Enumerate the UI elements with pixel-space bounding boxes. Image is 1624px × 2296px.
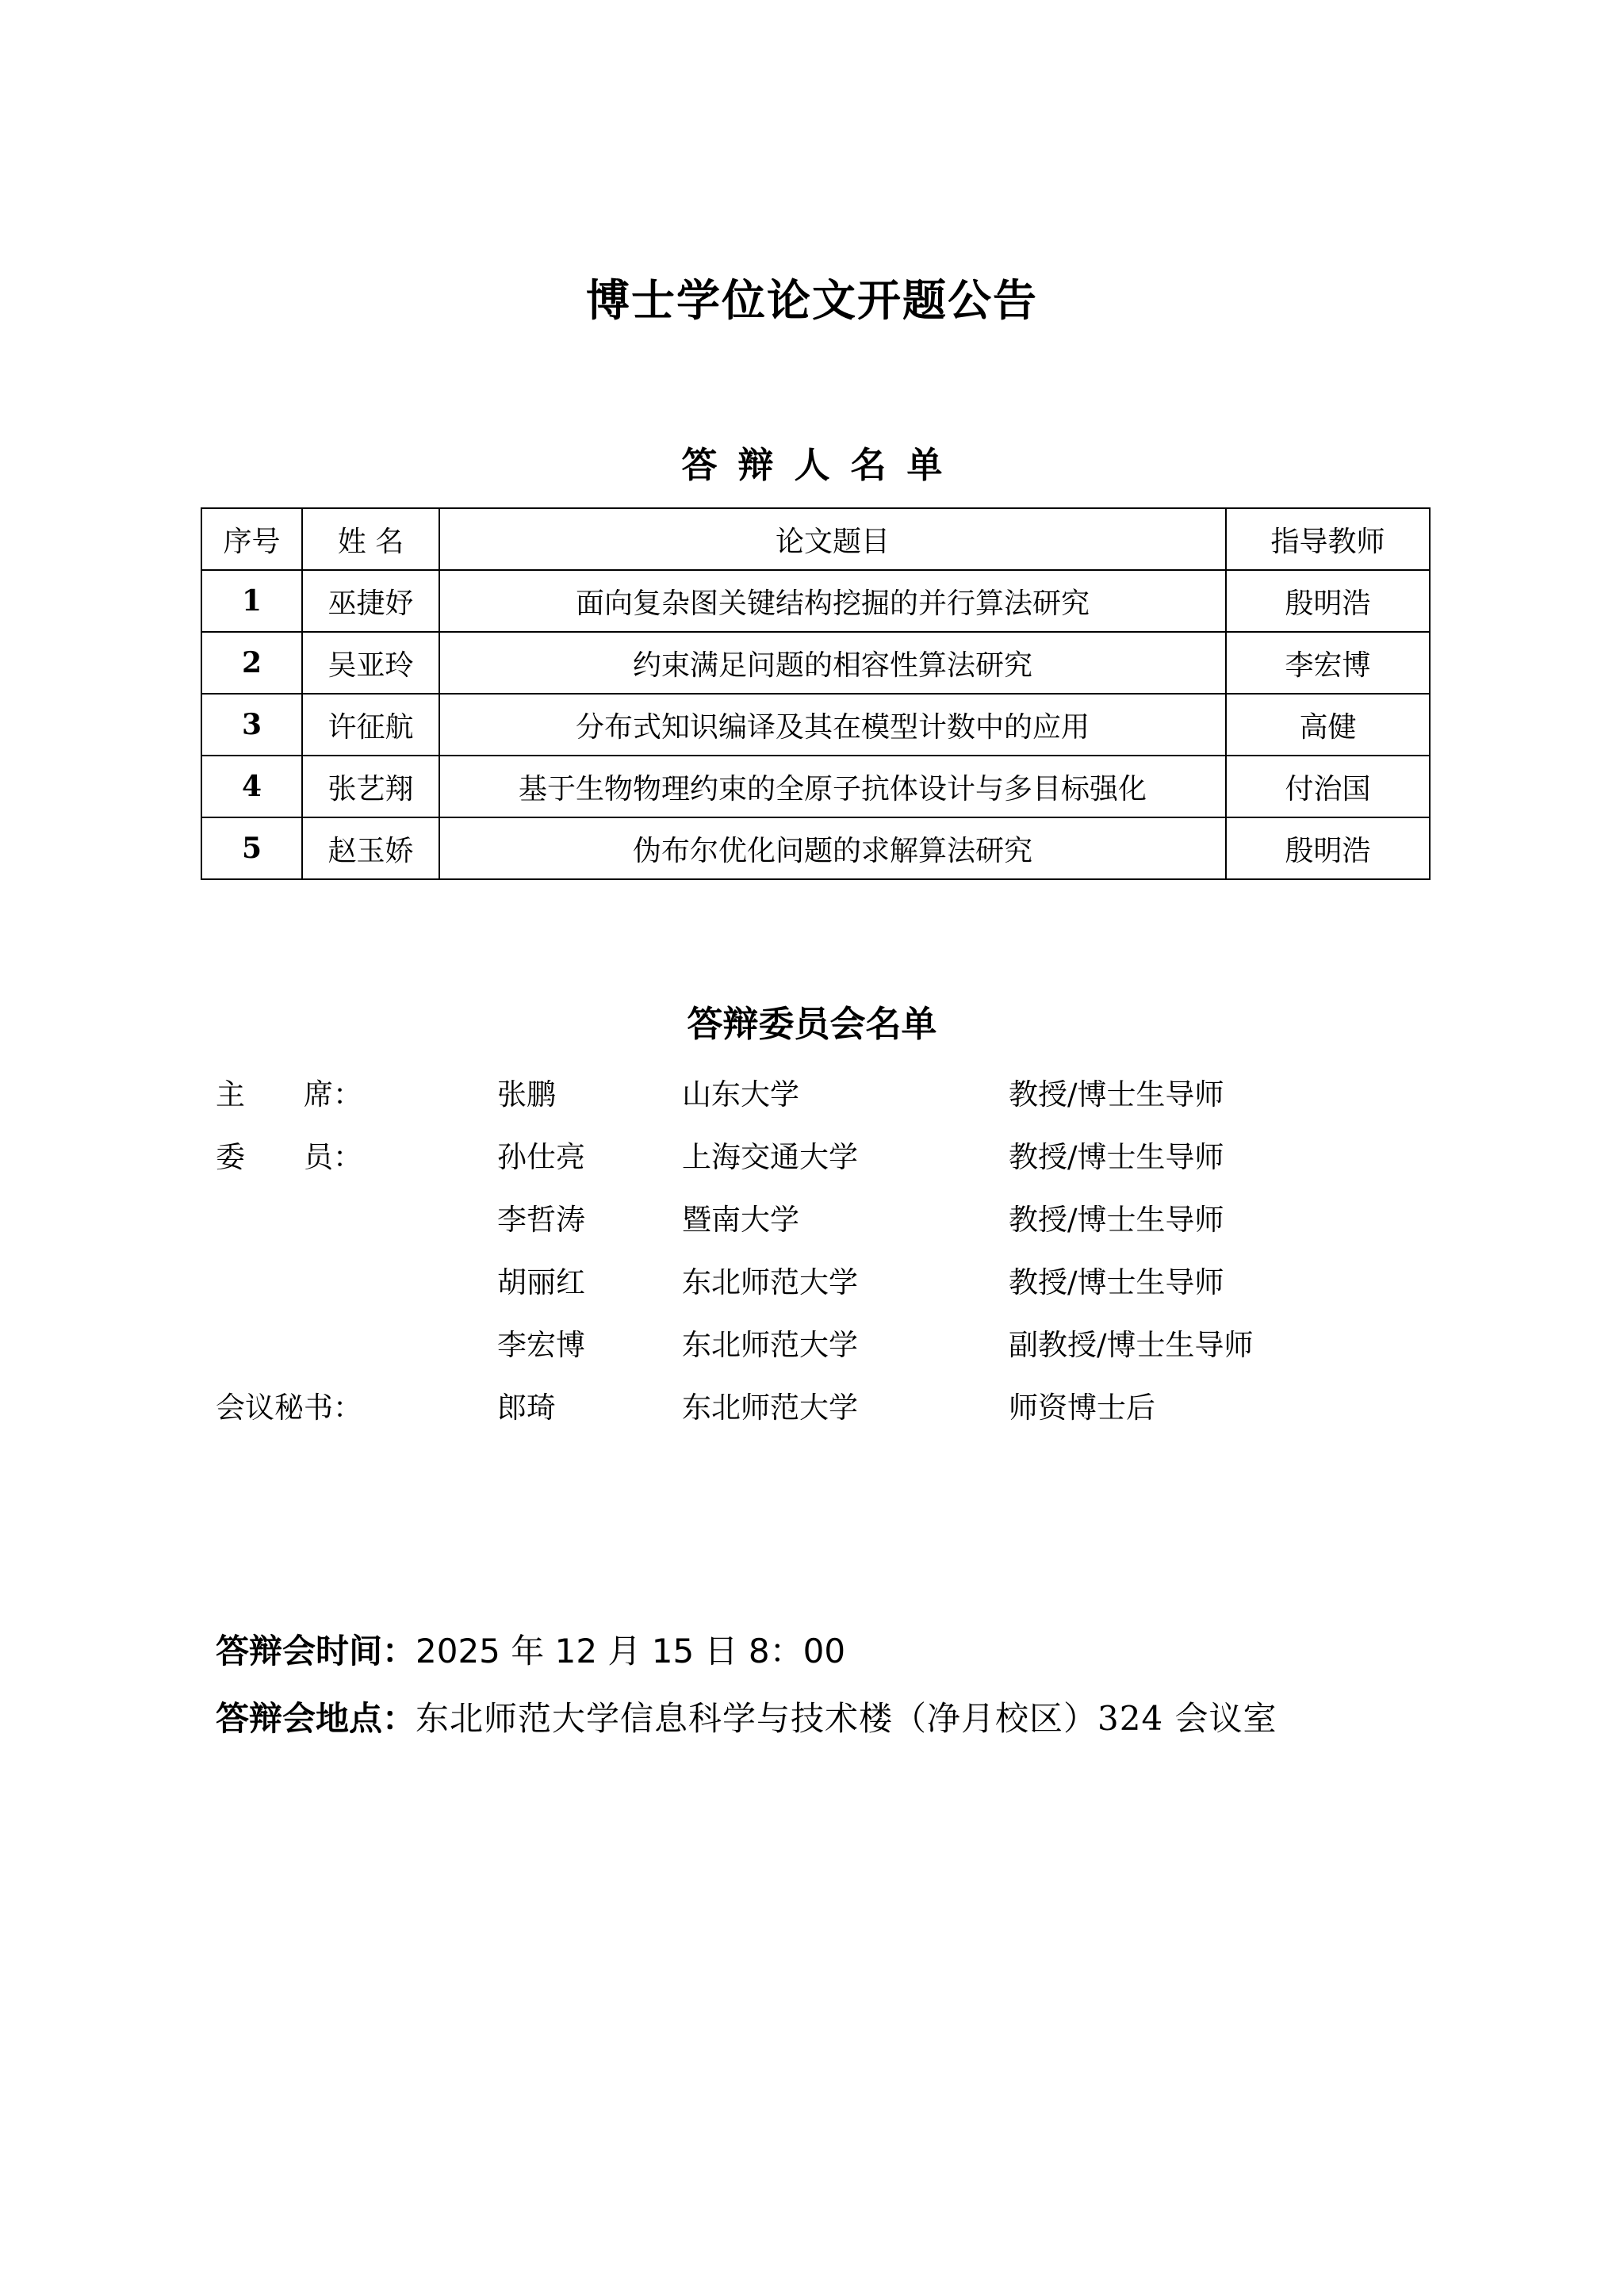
member-position: 教授/博士生导师: [1009, 1265, 1224, 1299]
row-index: 3: [201, 694, 302, 756]
row-index: 1: [201, 570, 302, 632]
row-topic: 分布式知识编译及其在模型计数中的应用: [439, 694, 1226, 756]
row-topic: 面向复杂图关键结构挖掘的并行算法研究: [439, 570, 1226, 632]
row-topic: 约束满足问题的相容性算法研究: [439, 632, 1226, 694]
member-organization: 东北师范大学: [682, 1391, 858, 1425]
meeting-place-label: 答辩会地点：: [216, 1699, 416, 1738]
committee-member: [216, 1133, 1405, 1196]
member-position: 副教授/博士生导师: [1009, 1328, 1254, 1362]
committee-member: [216, 1321, 1405, 1383]
row-topic: 伪布尔优化问题的求解算法研究: [439, 817, 1226, 879]
member-name: 李宏博: [497, 1328, 585, 1362]
row-name: 许征航: [302, 694, 439, 756]
row-advisor: 付治国: [1226, 756, 1430, 817]
member-position: 教授/博士生导师: [1009, 1077, 1224, 1112]
row-advisor: 殷明浩: [1226, 570, 1430, 632]
member-role: 主 席：: [216, 1077, 362, 1112]
defendants-table: [201, 507, 1431, 880]
committee-list: [216, 1070, 1405, 1446]
table-row: [201, 817, 1430, 879]
member-position: 教授/博士生导师: [1009, 1140, 1224, 1174]
meeting-time-label: 答辩会时间：: [216, 1632, 416, 1670]
table-row: [201, 694, 1430, 756]
row-index: 5: [201, 817, 302, 879]
committee-member: [216, 1070, 1405, 1133]
row-advisor: 李宏博: [1226, 632, 1430, 694]
member-name: 张鹏: [497, 1077, 556, 1112]
row-name: 张艺翔: [302, 756, 439, 817]
member-name: 李哲涛: [497, 1203, 585, 1237]
table-header-row: [201, 508, 1430, 570]
meeting-time-value: 2025 年 12 月 15 日 8：00: [416, 1632, 846, 1670]
member-position: 教授/博士生导师: [1009, 1203, 1224, 1237]
row-index: 4: [201, 756, 302, 817]
meeting-time: [216, 1625, 845, 1673]
header-index: 序号: [201, 508, 302, 570]
member-organization: 东北师范大学: [682, 1328, 858, 1362]
table-row: [201, 632, 1430, 694]
row-topic: 基于生物物理约束的全原子抗体设计与多目标强化: [439, 756, 1226, 817]
member-name: 胡丽红: [497, 1265, 585, 1299]
member-name: 孙仕亮: [497, 1140, 585, 1174]
row-name: 赵玉娇: [302, 817, 439, 879]
committee-member: [216, 1258, 1405, 1321]
member-organization: 东北师范大学: [682, 1265, 858, 1299]
row-advisor: 殷明浩: [1226, 817, 1430, 879]
table-row: [201, 570, 1430, 632]
member-organization: 山东大学: [682, 1077, 799, 1112]
defendants-section-title: 答辩人名单: [681, 444, 963, 486]
row-advisor: 高健: [1226, 694, 1430, 756]
meeting-place-value: 东北师范大学信息科学与技术楼（净月校区）324 会议室: [416, 1699, 1277, 1738]
header-advisor: 指导教师: [1226, 508, 1430, 570]
meeting-place: [216, 1693, 1277, 1740]
row-name: 吴亚玲: [302, 632, 439, 694]
member-role: 委 员：: [216, 1140, 362, 1174]
table-row: [201, 756, 1430, 817]
committee-member: [216, 1196, 1405, 1258]
row-name: 巫捷妤: [302, 570, 439, 632]
member-role: 会议秘书：: [216, 1391, 362, 1425]
header-topic: 论文题目: [439, 508, 1226, 570]
page-title: 博士学位论文开题公告: [585, 275, 1038, 326]
row-index: 2: [201, 632, 302, 694]
header-name: 姓 名: [302, 508, 439, 570]
member-position: 师资博士后: [1009, 1391, 1155, 1425]
committee-section-title: 答辩委员会名单: [687, 1003, 937, 1045]
member-organization: 上海交通大学: [682, 1140, 858, 1174]
member-name: 郎琦: [497, 1391, 556, 1425]
committee-member: [216, 1383, 1405, 1446]
member-organization: 暨南大学: [682, 1203, 799, 1237]
